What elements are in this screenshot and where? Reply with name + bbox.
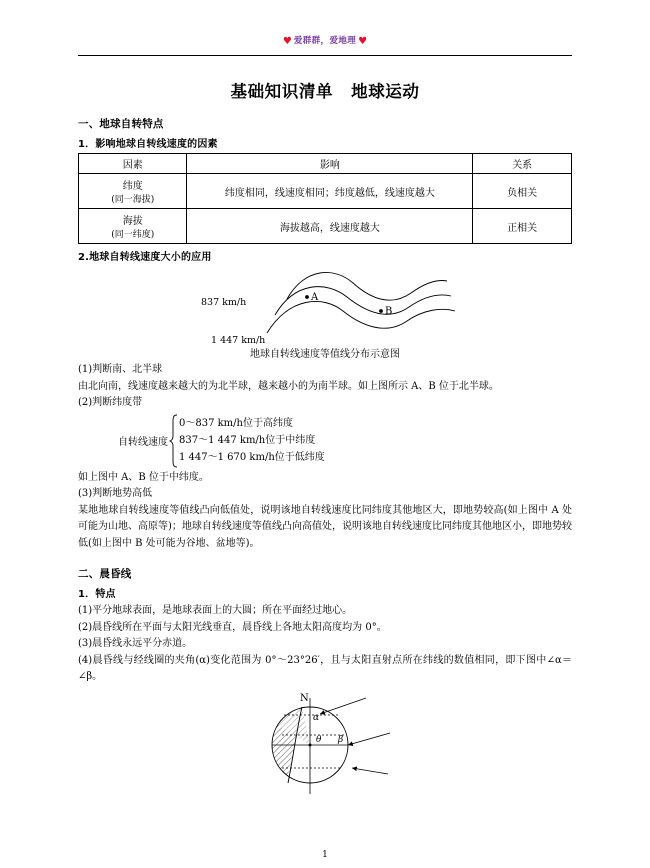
sun-ray-icon bbox=[348, 733, 390, 745]
factor-main-label: 海拔 bbox=[122, 216, 143, 227]
table-cell-effect: 纬度相同，线速度相同；纬度越低，线速度越大 bbox=[187, 174, 473, 209]
table-cell-relation: 负相关 bbox=[473, 174, 572, 209]
angle-theta-label: θ bbox=[316, 734, 322, 745]
section-heading-1: 一、地球自转特点 bbox=[78, 118, 164, 130]
factor-sub-label: (同一纬度) bbox=[111, 230, 155, 240]
sun-ray-icon bbox=[320, 698, 366, 714]
angle-alpha-label: α bbox=[313, 712, 320, 723]
feature-item-3: (3)晨昏线永远平分赤道。 bbox=[78, 638, 193, 649]
sun-ray-icon bbox=[352, 768, 388, 774]
page-title bbox=[78, 78, 572, 102]
curly-brace-icon bbox=[169, 414, 178, 468]
formula-line-low: 1 447～1 670 km/h位于低纬度 bbox=[179, 452, 325, 463]
angle-beta-label: β bbox=[338, 734, 344, 745]
table-cell-factor bbox=[79, 209, 187, 244]
page-header bbox=[78, 0, 572, 56]
feature-item-2: (2)晨昏线所在平面与太阳光线垂直，晨昏线上各地太阳高度均为 0°。 bbox=[78, 621, 387, 633]
table-header-row bbox=[79, 154, 572, 174]
formula-line-high: 0～837 km/h位于高纬度 bbox=[179, 418, 293, 429]
globe-diagram-svg bbox=[240, 690, 410, 802]
item-heading-1-2: (2)判断纬度带 bbox=[78, 397, 143, 408]
subsection-heading-2-1: 1．特点 bbox=[78, 589, 116, 600]
formula-line-mid: 837～1 447 km/h位于中纬度 bbox=[179, 435, 316, 446]
table-row bbox=[79, 209, 572, 244]
latitude-zone-formula bbox=[118, 414, 572, 468]
table-cell-relation: 正相关 bbox=[473, 209, 572, 244]
heart-icon: ♥ bbox=[282, 35, 292, 47]
point-a-label: A bbox=[311, 292, 319, 303]
figure-caption: 地球自转线速度等值线分布示意图 bbox=[250, 349, 400, 360]
section-heading-2: 二、晨昏线 bbox=[78, 568, 132, 580]
subsection-heading-1-1: 1．影响地球自转线速度的因素 bbox=[78, 139, 218, 150]
feature-item-4: (4)晨昏线与经线圈的夹角(α)变化范围为 0°～23°26′，且与太阳直射点所在纬线的数值相同，即下图中∠α＝∠β。 bbox=[78, 654, 572, 682]
table-cell-factor bbox=[79, 174, 187, 209]
contour-figure bbox=[78, 269, 572, 347]
item-heading-1-3: (3)判断地势高低 bbox=[78, 488, 153, 499]
formula-lines bbox=[179, 415, 325, 466]
item-body-1-1: 由北向南，线速度越来越大的为北半球，越来越小的为南半球。如上图所示 A、B 位于北半球。 bbox=[78, 380, 499, 392]
north-pole-label: N bbox=[300, 692, 309, 704]
point-a-marker bbox=[305, 295, 309, 299]
globe-center-point bbox=[309, 743, 312, 746]
point-b-marker bbox=[379, 309, 383, 313]
subsection-heading-1-2: 2.地球自转线速度大小的应用 bbox=[78, 252, 212, 263]
page-title-part2: 地球运动 bbox=[351, 82, 420, 101]
header-divider bbox=[78, 55, 572, 56]
table-cell-effect: 海拔越高，线速度越大 bbox=[187, 209, 473, 244]
page-title-part1: 基础知识清单 bbox=[230, 82, 334, 101]
feature-item-1: (1)平分地球表面，是地球表面上的大圆；所在平面经过地心。 bbox=[78, 605, 353, 616]
page-number: 1 bbox=[322, 850, 328, 860]
factors-table bbox=[78, 153, 572, 244]
item-body-1-3: 某地地球自转线速度等值线凸向低值处，说明该地自转线速度比同纬度其他地区大，即地势较高(如上图中 A 处可能为山地、高原等)；地球自转线速度等值线凸向高值处，说明该地自转线速度比同纬度其他地区小，即地势较低(如上图中 B 处可能为谷地、盆地等)。 bbox=[78, 504, 572, 549]
contour-label-upper: 837 km/h bbox=[201, 297, 247, 308]
table-row bbox=[79, 174, 572, 209]
contour-diagram-svg bbox=[175, 269, 475, 345]
contour-label-lower: 1 447 km/h bbox=[211, 335, 266, 345]
item-body-1-2: 如上图中 A、B 位于中纬度。 bbox=[78, 471, 209, 483]
point-b-label: B bbox=[385, 306, 393, 317]
header-banner-text: 爱群群，爱地理 bbox=[293, 36, 357, 47]
table-col-header-effect: 影响 bbox=[187, 154, 473, 174]
formula-label: 自转线速度 bbox=[118, 437, 168, 448]
globe-figure bbox=[78, 690, 572, 802]
table-col-header-relation: 关系 bbox=[473, 154, 572, 174]
item-heading-1-1: (1)判断南、北半球 bbox=[78, 364, 163, 375]
factor-sub-label: (同一海拔) bbox=[111, 195, 155, 205]
heart-icon: ♥ bbox=[358, 35, 368, 47]
factor-main-label: 纬度 bbox=[122, 181, 143, 192]
table-col-header-factor: 因素 bbox=[79, 154, 187, 174]
